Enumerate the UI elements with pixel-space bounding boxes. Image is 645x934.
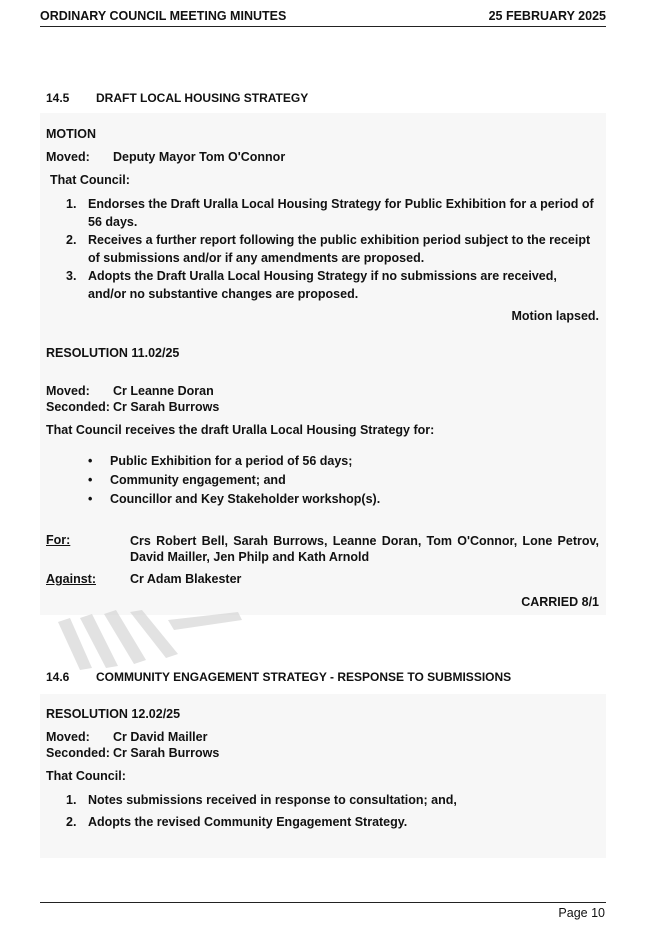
bullet-icon: • <box>88 473 93 487</box>
resolution-number: RESOLUTION 12.02/25 <box>46 707 181 721</box>
bullet-icon: • <box>88 454 93 468</box>
resolution-bullets <box>88 452 380 509</box>
moved-value: Deputy Mayor Tom O'Connor <box>113 150 286 164</box>
motion-status: Motion lapsed. <box>511 309 599 323</box>
watermark-graphic <box>58 610 248 670</box>
resolution-moved <box>46 384 214 398</box>
seconded-label: Seconded: <box>46 746 110 760</box>
moved-value: Cr David Mailler <box>113 730 208 744</box>
moved-label: Moved: <box>46 730 90 744</box>
meeting-date: 25 FEBRUARY 2025 <box>488 9 606 23</box>
moved-value: Cr Leanne Doran <box>113 384 214 398</box>
against-label: Against: <box>46 572 96 586</box>
resolution-seconded <box>46 400 219 414</box>
section-heading-14-6 <box>46 670 511 684</box>
resolution-seconded <box>46 746 219 760</box>
list-item: • Community engagement; and <box>88 471 380 490</box>
motion-moved <box>46 150 285 164</box>
section-heading-14-5 <box>46 91 308 105</box>
document-title: ORDINARY COUNCIL MEETING MINUTES <box>40 9 287 23</box>
list-item: 2. Receives a further report following the public exhibition period subject to the receipt of submissions and/or if any amendments are proposed. <box>66 233 591 265</box>
seconded-label: Seconded: <box>46 400 110 414</box>
for-voters: Crs Robert Bell, Sarah Burrows, Leanne Doran, Tom O'Connor, Lone Petrov, David Mailler, Jen Philp and Kath Arnold <box>130 534 599 564</box>
bullet-icon: • <box>88 492 93 506</box>
moved-label: Moved: <box>46 150 90 164</box>
page-number: Page 10 <box>558 906 605 920</box>
seconded-value: Cr Sarah Burrows <box>113 400 220 414</box>
motion-points <box>46 195 596 303</box>
vote-result: CARRIED 8/1 <box>521 595 599 609</box>
resolution-moved <box>46 730 207 744</box>
motion-heading: MOTION <box>46 127 96 141</box>
list-item: 1. Notes submissions received in response to consultation; and, <box>66 793 457 807</box>
moved-label: Moved: <box>46 384 90 398</box>
resolution-points <box>46 791 596 831</box>
resolution-intro: That Council receives the draft Uralla Local Housing Strategy for: <box>46 423 435 437</box>
section-number: 14.5 <box>46 91 70 105</box>
list-item: 3. Adopts the Draft Uralla Local Housing Strategy if no submissions are received, and/or no substantive changes are proposed. <box>66 269 557 301</box>
against-voters: Cr Adam Blakester <box>130 572 242 586</box>
for-label: For: <box>46 533 71 547</box>
list-item: 1. Endorses the Draft Uralla Local Housing Strategy for Public Exhibition for a period of 56 days. <box>66 197 594 229</box>
resolution-intro: That Council: <box>46 769 126 783</box>
section-title: DRAFT LOCAL HOUSING STRATEGY <box>96 91 309 105</box>
list-item: 2. Adopts the revised Community Engagement Strategy. <box>66 815 408 829</box>
seconded-value: Cr Sarah Burrows <box>113 746 220 760</box>
section-number: 14.6 <box>46 670 70 684</box>
footer-divider <box>40 902 606 903</box>
list-item: • Public Exhibition for a period of 56 days; <box>88 452 380 471</box>
list-item: • Councillor and Key Stakeholder workshop(s). <box>88 490 380 509</box>
page-header <box>40 9 606 27</box>
motion-intro: That Council: <box>50 173 130 187</box>
resolution-number: RESOLUTION 11.02/25 <box>46 346 180 360</box>
section-title: COMMUNITY ENGAGEMENT STRATEGY - RESPONSE TO SUBMISSIONS <box>96 670 512 684</box>
